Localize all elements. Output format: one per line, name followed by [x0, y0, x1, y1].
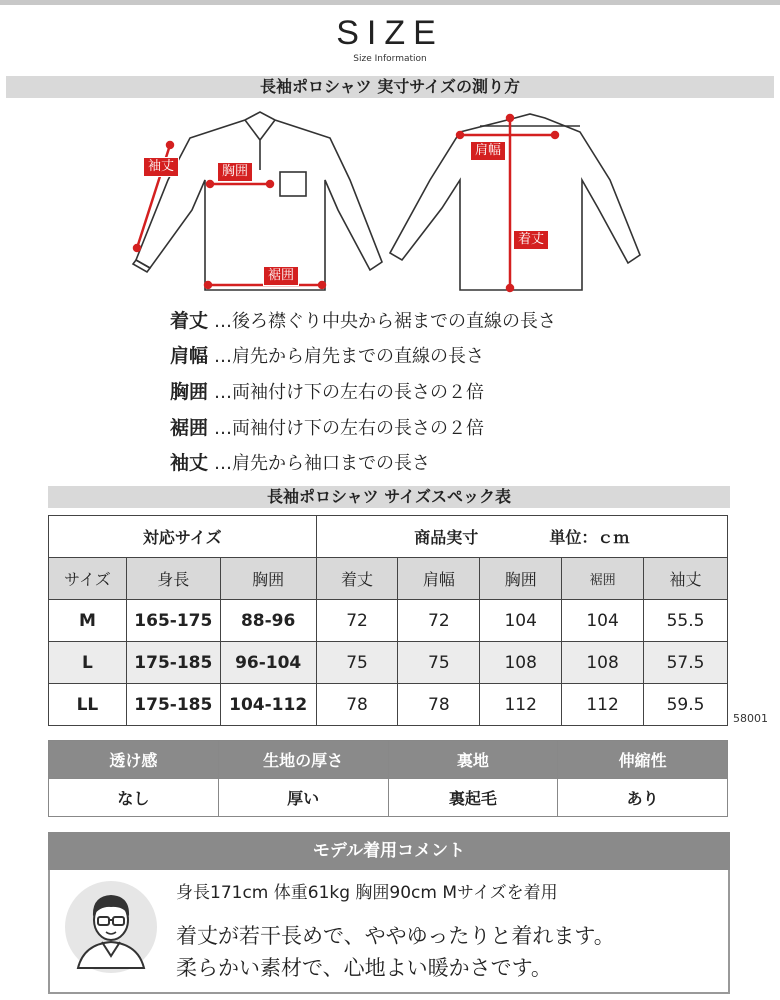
table-cell: 96-104 — [220, 642, 316, 684]
definition-row — [170, 413, 484, 440]
top-divider — [0, 0, 780, 5]
table-row — [49, 642, 728, 684]
table-cell: 104-112 — [220, 684, 316, 726]
definition-term: 袖丈 — [170, 452, 209, 474]
spec-col-header: 肩幅 — [398, 558, 480, 600]
feature-value: 厚い — [218, 779, 388, 817]
table-cell: 104 — [480, 600, 562, 642]
table-cell: M — [49, 600, 127, 642]
table-cell: 72 — [316, 600, 398, 642]
table-cell: 104 — [562, 600, 644, 642]
spec-column-headers — [49, 558, 728, 600]
spec-col-header: 胸囲 — [220, 558, 316, 600]
table-cell: 59.5 — [644, 684, 728, 726]
model-comment-title: モデル着用コメント — [48, 832, 730, 870]
table-cell: 108 — [562, 642, 644, 684]
definition-term: 胸囲 — [170, 381, 209, 403]
diagram-label-shoulder: 肩幅 — [470, 141, 506, 161]
spec-col-header: 身長 — [126, 558, 220, 600]
page-subtitle: Size Information — [353, 54, 427, 64]
feature-value: あり — [558, 779, 728, 817]
table-cell: 57.5 — [644, 642, 728, 684]
definition-row — [170, 448, 430, 475]
spec-col-header: 着丈 — [316, 558, 398, 600]
table-row — [49, 684, 728, 726]
table-cell: 78 — [316, 684, 398, 726]
table-cell: 112 — [480, 684, 562, 726]
table-cell: 75 — [316, 642, 398, 684]
table-cell: 72 — [398, 600, 480, 642]
spec-col-header: サイズ — [49, 558, 127, 600]
definition-row — [170, 377, 484, 404]
table-cell: 78 — [398, 684, 480, 726]
definition-term: 裾囲 — [170, 417, 209, 439]
model-comment-line1: 着丈が若干長めで、ややゆったりと着れます。 — [176, 924, 615, 948]
diagram-label-length: 着丈 — [513, 230, 549, 250]
model-profile: 身長171cm 体重61kg 胸囲90cm Mサイズを着用 — [176, 883, 558, 903]
definition-term: 着丈 — [170, 310, 209, 332]
measure-section-bar: 長袖ポロシャツ 実寸サイズの測り方 — [6, 76, 774, 98]
definition-desc: …肩先から肩先までの直線の長さ — [214, 346, 485, 367]
definition-desc: …後ろ襟ぐり中央から裾までの直線の長さ — [214, 311, 557, 332]
table-cell: 88-96 — [220, 600, 316, 642]
table-cell: 75 — [398, 642, 480, 684]
shirt-diagram — [120, 100, 660, 300]
definition-desc: …肩先から袖口までの長さ — [214, 453, 431, 474]
table-cell: 175-185 — [126, 684, 220, 726]
feature-value: 裏起毛 — [388, 779, 558, 817]
spec-col-header: 袖丈 — [644, 558, 728, 600]
feature-values — [49, 779, 728, 817]
spec-col-header: 裾囲 — [562, 558, 644, 600]
model-comment-line2: 柔らかい素材で、心地よい暖かさです。 — [176, 956, 552, 980]
table-cell: 112 — [562, 684, 644, 726]
definition-row — [170, 341, 484, 368]
table-row — [49, 600, 728, 642]
diagram-label-chest: 胸囲 — [217, 162, 253, 182]
size-spec-table — [48, 515, 728, 726]
spec-group-measure — [316, 516, 727, 558]
model-avatar-icon — [64, 880, 158, 974]
back-shirt-outline — [390, 114, 640, 290]
table-cell: L — [49, 642, 127, 684]
spec-section-bar: 長袖ポロシャツ サイズスペック表 — [48, 486, 730, 508]
spec-group-size: 対応サイズ — [49, 516, 317, 558]
table-cell: 165-175 — [126, 600, 220, 642]
diagram-label-hem: 裾囲 — [263, 266, 299, 286]
fabric-feature-table — [48, 740, 728, 817]
definition-desc: …両袖付け下の左右の長さの２倍 — [214, 418, 485, 439]
spec-group-measure-label: 商品実寸 — [414, 528, 479, 547]
chest-pocket — [280, 172, 306, 196]
definition-term: 肩幅 — [170, 345, 209, 367]
spec-col-header: 胸囲 — [480, 558, 562, 600]
definition-desc: …両袖付け下の左右の長さの２倍 — [214, 382, 485, 403]
feature-header: 生地の厚さ — [218, 741, 388, 779]
feature-value: なし — [49, 779, 219, 817]
product-code: 58001 — [733, 712, 768, 725]
table-cell: 108 — [480, 642, 562, 684]
feature-headers — [49, 741, 728, 779]
definition-row — [170, 306, 556, 333]
feature-header: 裏地 — [388, 741, 558, 779]
diagram-label-sleeve: 袖丈 — [143, 157, 179, 177]
table-cell: 55.5 — [644, 600, 728, 642]
spec-unit: 単位：ｃｍ — [549, 528, 630, 547]
table-cell: LL — [49, 684, 127, 726]
page-title: SIZE — [336, 14, 444, 52]
table-cell: 175-185 — [126, 642, 220, 684]
feature-header: 透け感 — [49, 741, 219, 779]
feature-header: 伸縮性 — [558, 741, 728, 779]
